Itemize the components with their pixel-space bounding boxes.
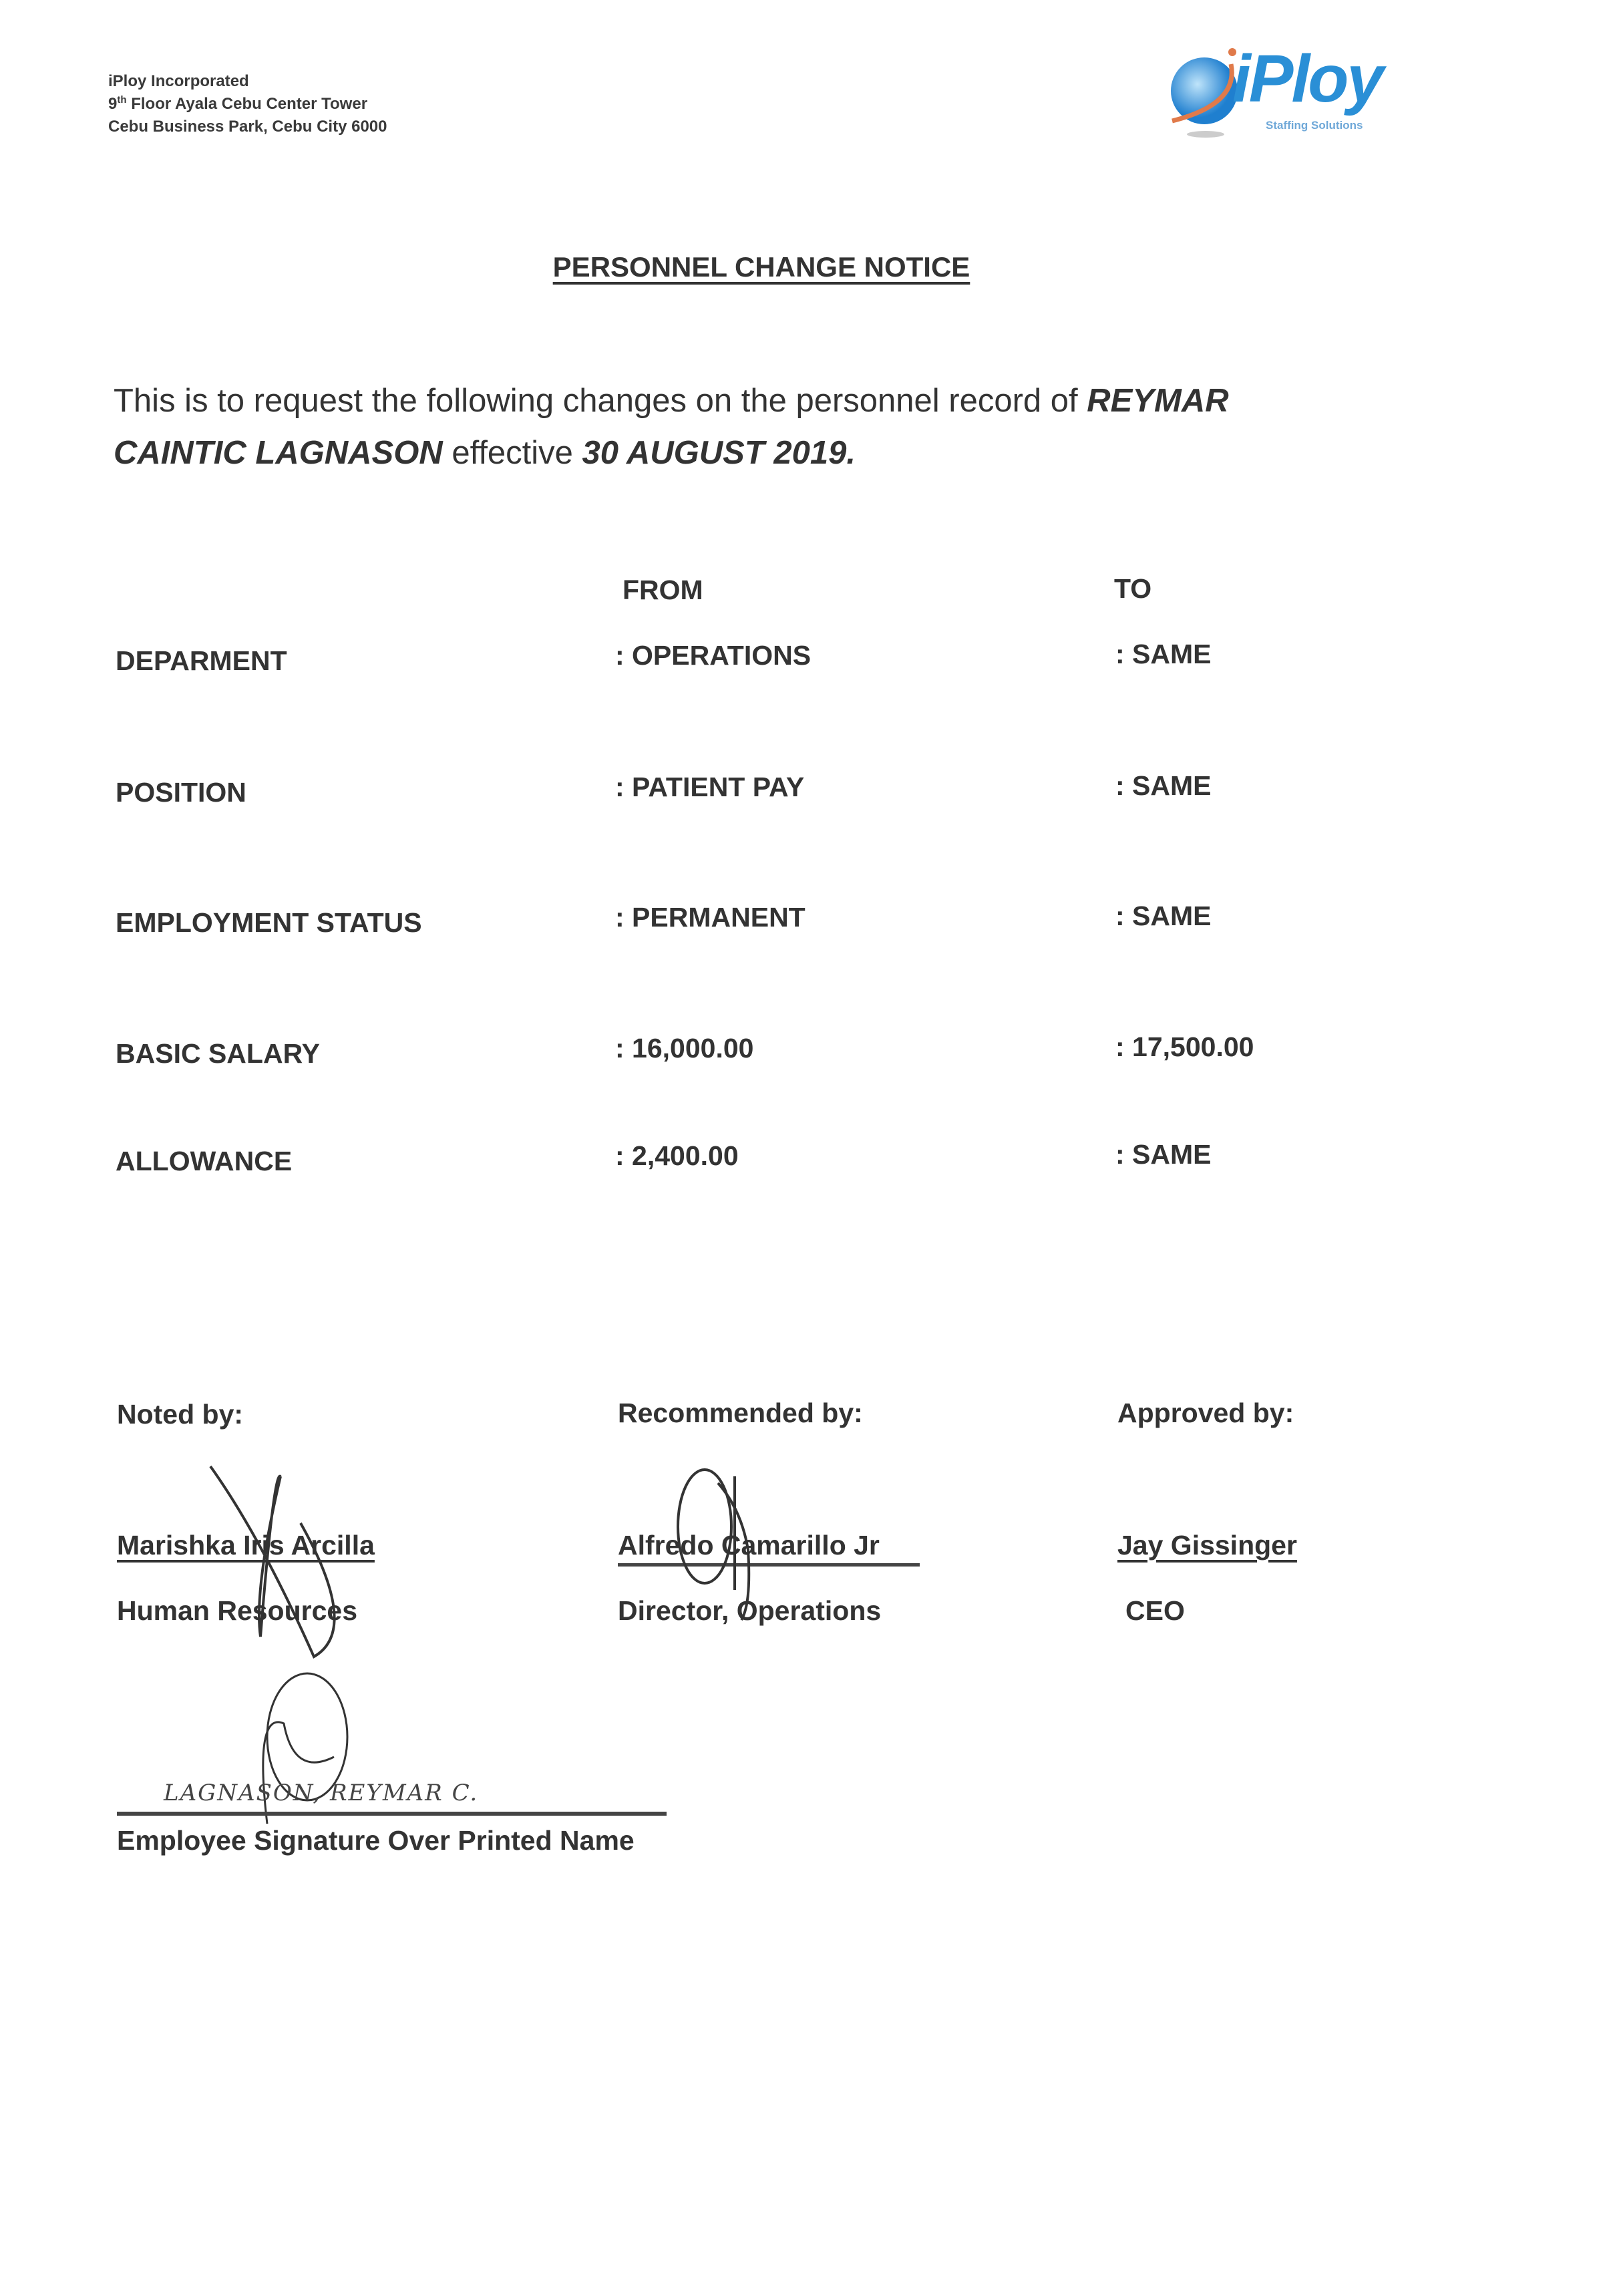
to-value: : 17,500.00 — [1115, 1031, 1254, 1062]
to-value: : SAME — [1115, 900, 1212, 931]
floor-suffix: th — [117, 94, 127, 106]
to-value: : SAME — [1115, 1139, 1212, 1170]
employee-handwritten-name: LAGNASON, REYMAR C. — [164, 1780, 479, 1806]
company-address-line1 — [108, 95, 367, 114]
recommended-by-caption: Recommended by: — [618, 1398, 863, 1428]
approved-by-caption: Approved by: — [1117, 1398, 1294, 1428]
field-label: EMPLOYMENT STATUS — [116, 907, 422, 938]
hr-signature — [200, 1456, 374, 1657]
from-value: : PATIENT PAY — [615, 772, 805, 802]
recommended-by-name: Alfredo Camarillo Jr — [618, 1530, 880, 1561]
intro-effective: effective — [442, 435, 582, 471]
company-name: iPloy Incorporated — [108, 72, 249, 90]
effective-date: 30 AUGUST 2019. — [582, 435, 856, 471]
intro-line2 — [114, 434, 856, 472]
approved-by-title: CEO — [1125, 1595, 1185, 1626]
address-rest: Floor Ayala Cebu Center Tower — [126, 95, 368, 113]
field-label: DEPARMENT — [116, 645, 287, 676]
field-label: ALLOWANCE — [116, 1146, 293, 1176]
field-label: BASIC SALARY — [116, 1038, 320, 1069]
employee-first-name: REYMAR — [1087, 383, 1229, 419]
from-value: : OPERATIONS — [615, 640, 812, 671]
recommended-by-title: Director, Operations — [618, 1595, 882, 1626]
field-label: POSITION — [116, 777, 246, 808]
logo-tagline: Staffing Solutions — [1266, 119, 1363, 132]
from-value: : 16,000.00 — [615, 1033, 754, 1063]
intro-prefix: This is to request the following changes on the personnel record of — [114, 383, 1087, 419]
employee-signature-caption: Employee Signature Over Printed Name — [117, 1825, 635, 1856]
noted-by-caption: Noted by: — [117, 1399, 244, 1430]
employee-last-name: CAINTIC LAGNASON — [114, 435, 443, 471]
logo-wordmark: iPloy — [1232, 41, 1382, 116]
employee-signature-line — [117, 1812, 667, 1816]
to-value: : SAME — [1115, 770, 1212, 801]
from-value: : 2,400.00 — [615, 1140, 739, 1171]
approved-by-name: Jay Gissinger — [1117, 1530, 1297, 1561]
from-header: FROM — [622, 575, 703, 605]
company-address-line2: Cebu Business Park, Cebu City 6000 — [108, 118, 387, 136]
from-value: : PERMANENT — [615, 902, 806, 933]
to-header: TO — [1114, 573, 1152, 604]
noted-by-name: Marishka Iris Arcilla — [117, 1530, 375, 1561]
to-value: : SAME — [1115, 639, 1212, 669]
iploy-logo — [1166, 41, 1433, 144]
director-signature — [668, 1470, 801, 1630]
document-title: PERSONNEL CHANGE NOTICE — [552, 251, 970, 283]
intro-line1 — [114, 382, 1229, 420]
floor-number: 9 — [108, 95, 118, 113]
noted-by-title: Human Resources — [117, 1595, 358, 1626]
